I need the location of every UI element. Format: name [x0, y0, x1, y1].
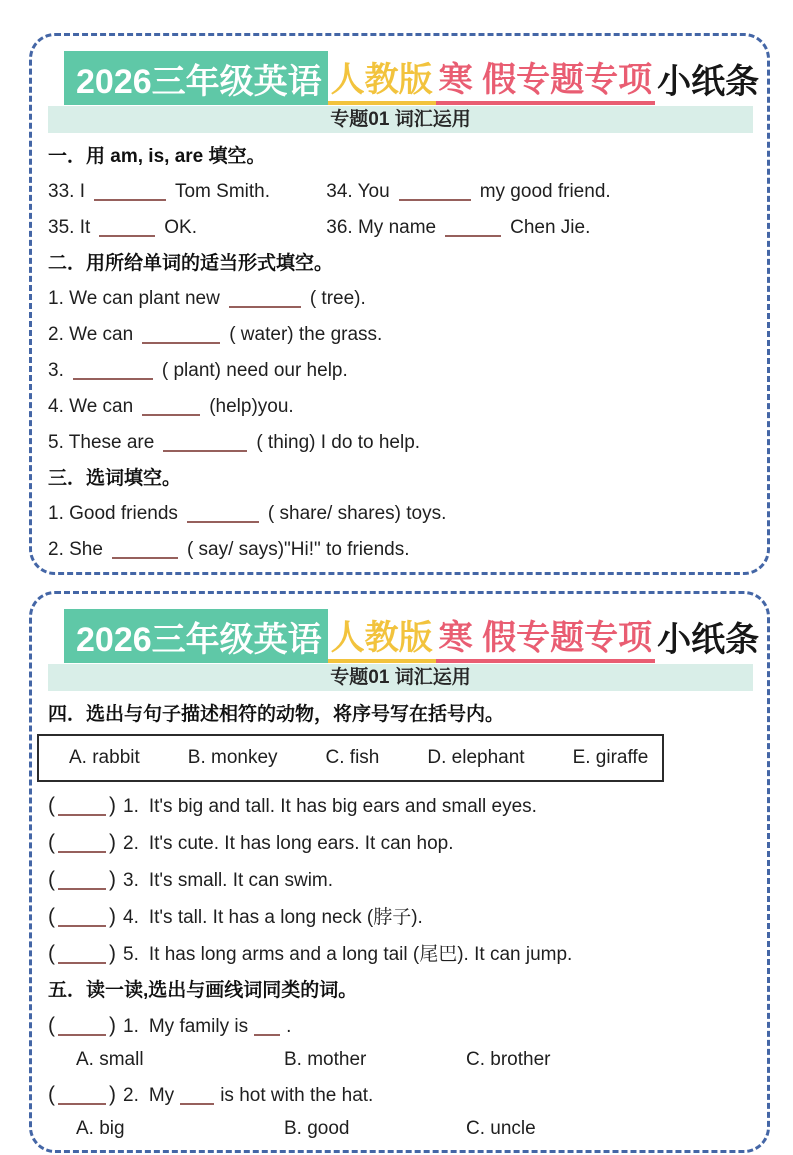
title-grade: 2026三年级英语 [64, 51, 328, 105]
question-4 [48, 395, 753, 419]
question-4 [48, 905, 753, 930]
answer-blank [58, 839, 106, 853]
word-bank-option: E. giraffe [572, 747, 649, 768]
answer-blank [229, 294, 301, 308]
answer-blank [58, 913, 106, 927]
word-bank-option: C. fish [325, 747, 380, 768]
question-text: 3. [48, 360, 64, 381]
answer-blank [142, 330, 220, 344]
question-5 [48, 431, 753, 455]
question-text: It's big and tall. It has big ears and small eyes. [148, 796, 537, 817]
question-text: It's small. It can swim. [148, 870, 334, 891]
answer-blank [445, 223, 501, 237]
word-bank-option: D. elephant [427, 747, 525, 768]
question-text: Chen Jie. [510, 217, 591, 238]
paren-open: ( [48, 831, 55, 854]
option-a: A. big [76, 1118, 125, 1139]
question-number: 3. [123, 870, 139, 891]
question-34 [326, 181, 610, 202]
question-number: 2. [123, 1085, 139, 1106]
question-text: 4. We can [48, 396, 134, 417]
paren-open: ( [48, 794, 55, 817]
option-c: C. uncle [466, 1118, 536, 1139]
question-text: ( water) the grass. [229, 324, 383, 345]
answer-blank [58, 1091, 106, 1105]
question-text: . [286, 1016, 292, 1037]
options-row [48, 1118, 753, 1140]
answer-blank [180, 1091, 214, 1105]
question-1 [48, 1014, 753, 1039]
topic-subtitle: 专题01 词汇运用 [48, 106, 753, 133]
question-text: 1. We can plant new [48, 288, 220, 309]
paren-open: ( [48, 1014, 55, 1037]
answer-blank [254, 1022, 280, 1036]
worksheet-card-1 [29, 33, 770, 575]
paren-close: ) [109, 1083, 116, 1106]
question-5 [48, 942, 753, 967]
question-3 [48, 868, 753, 893]
question-2 [48, 323, 753, 347]
title-term: 寒 假专题专项 [436, 51, 655, 105]
paren-close: ) [109, 1014, 116, 1037]
title-grade: 2026三年级英语 [64, 609, 328, 663]
answer-blank [58, 876, 106, 890]
worksheet-title [64, 609, 760, 663]
word-bank-box [37, 734, 664, 782]
question-text: ( thing) I do to help. [256, 432, 421, 453]
question-3 [48, 359, 753, 383]
question-row [48, 180, 753, 204]
paren-open: ( [48, 868, 55, 891]
worksheet-page [0, 33, 793, 1155]
question-text: ( tree). [309, 288, 366, 309]
question-number: 4. [123, 907, 139, 928]
paren-open: ( [48, 942, 55, 965]
paren-close: ) [109, 942, 116, 965]
title-edition: 人教版 [328, 51, 436, 105]
question-text: It's cute. It has long ears. It can hop. [148, 833, 454, 854]
question-36 [326, 217, 590, 238]
title-type: 小纸条 [657, 620, 760, 659]
answer-blank [399, 187, 471, 201]
paren-open: ( [48, 905, 55, 928]
option-a: A. small [76, 1049, 144, 1070]
question-text: is hot with the hat. [220, 1085, 374, 1106]
question-text: 2. She [48, 539, 103, 560]
paren-open: ( [48, 1083, 55, 1106]
topic-subtitle: 专题01 词汇运用 [48, 664, 753, 691]
question-text: my good friend. [479, 181, 611, 202]
question-number: 1. [123, 1016, 139, 1037]
question-text: Tom Smith. [174, 181, 271, 202]
question-number: 5. [123, 944, 139, 965]
answer-blank [99, 223, 155, 237]
question-text: It's tall. It has a long neck (脖子). [148, 907, 423, 928]
section3-heading: 三．选词填空。 [48, 468, 182, 489]
paren-close: ) [109, 905, 116, 928]
question-text: 34. You [326, 181, 390, 202]
section1-heading: 一．用 am, is, are 填空。 [48, 146, 266, 167]
answer-blank [94, 187, 166, 201]
answer-blank [163, 438, 247, 452]
question-2 [48, 831, 753, 856]
answer-blank [142, 402, 200, 416]
answer-blank [58, 802, 106, 816]
answer-blank [73, 366, 153, 380]
word-bank-option: B. monkey [187, 747, 278, 768]
question-number: 1. [123, 796, 139, 817]
answer-blank [112, 545, 178, 559]
question-text: OK. [164, 217, 197, 238]
section4-heading: 四．选出与句子描述相符的动物，将序号写在括号内。 [48, 704, 505, 725]
option-b: B. mother [284, 1049, 367, 1070]
question-text: ( say/ says)"Hi!" to friends. [186, 539, 410, 560]
question-2 [48, 1083, 753, 1108]
question-33 [48, 180, 321, 204]
title-edition: 人教版 [328, 609, 436, 663]
title-type: 小纸条 [657, 62, 760, 101]
options-row [48, 1049, 753, 1071]
question-text: ( plant) need our help. [161, 360, 348, 381]
paren-close: ) [109, 794, 116, 817]
question-text: 36. My name [326, 217, 437, 238]
question-text: It has long arms and a long tail (尾巴). It can jump. [148, 944, 573, 965]
section2-heading: 二．用所给单词的适当形式填空。 [48, 253, 334, 274]
question-row [48, 216, 753, 240]
answer-blank [58, 1022, 106, 1036]
question-text: My [148, 1085, 175, 1106]
question-text: 2. We can [48, 324, 134, 345]
question-text: 1. Good friends [48, 503, 178, 524]
title-term: 寒 假专题专项 [436, 609, 655, 663]
question-text: 33. I [48, 181, 85, 202]
question-text: (help)you. [209, 396, 294, 417]
word-bank-option: A. rabbit [69, 747, 140, 768]
question-1 [48, 794, 753, 819]
option-b: B. good [284, 1118, 350, 1139]
question-1 [48, 287, 753, 311]
question-2 [48, 538, 753, 562]
question-text: 5. These are [48, 432, 155, 453]
paren-close: ) [109, 831, 116, 854]
option-c: C. brother [466, 1049, 551, 1070]
question-text: My family is [148, 1016, 249, 1037]
worksheet-title [64, 51, 760, 105]
question-number: 2. [123, 833, 139, 854]
answer-blank [187, 509, 259, 523]
section5-heading: 五．读一读,选出与画线词同类的词。 [48, 980, 358, 1001]
question-35 [48, 216, 321, 240]
worksheet-card-2 [29, 591, 770, 1153]
question-1 [48, 502, 753, 526]
answer-blank [58, 950, 106, 964]
paren-close: ) [109, 868, 116, 891]
question-text: 35. It [48, 217, 91, 238]
question-text: ( share/ shares) toys. [267, 503, 447, 524]
